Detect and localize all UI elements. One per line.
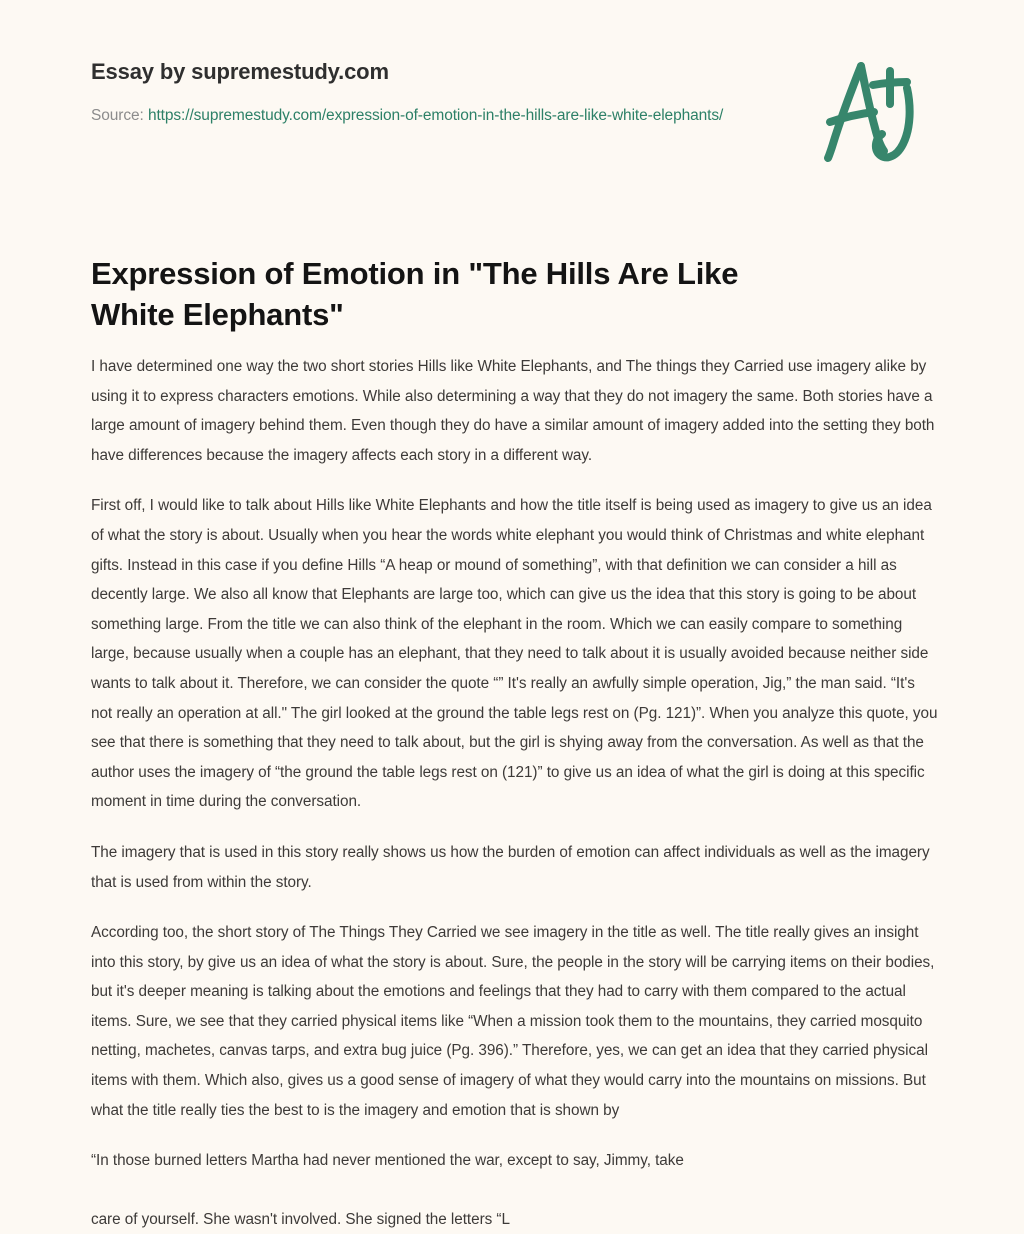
source-label: Source:	[91, 107, 148, 124]
a-plus-logo-svg	[812, 52, 922, 167]
essay-attribution: Essay by supremestudy.com	[91, 59, 389, 84]
header-text-block	[91, 58, 751, 128]
a-plus-logo-icon	[812, 52, 922, 167]
paragraph: According too, the short story of The Things They Carried we see imagery in the title as well. The title really gives an insight into this story, by give us an idea of what the story is about. Sure, the people in the story will be carrying items on their bodies, but it's deeper meaning is talking about the emotions and feelings that they had to carry with them compared to the actual items. Sure, we see that they carried physical items like “When a mission took them to the mountains, they carried mosquito netting, machetes, canvas tarps, and extra bug juice (Pg. 396).” Therefore, yes, we can get an idea that they carried physical items with them. Which also, gives us a good sense of imagery of what they would carry into the mountains on missions. But what the title really ties the best to is the imagery and emotion that is shown by	[91, 924, 935, 1119]
paragraph: The imagery that is used in this story really shows us how the burden of emotion can affect individuals as well as the imagery that is used from within the story.	[91, 843, 930, 891]
source-line	[91, 103, 751, 128]
essay-body	[91, 352, 939, 1234]
quote-fragment-continued: care of yourself. She wasn't involved. She signed the letters “L	[91, 1210, 510, 1228]
source-url-link[interactable]: https://supremestudy.com/expression-of-emotion-in-the-hills-are-like-white-elephants/	[147, 107, 724, 124]
quote-fragment: “In those burned letters Martha had never mentioned the war, except to say, Jimmy, take	[91, 1152, 684, 1170]
page-title: Expression of Emotion in "The Hills Are Like White Elephants"	[91, 256, 739, 332]
paragraph: First off, I would like to talk about Hills like White Elephants and how the title itself is being used as imagery to give us an idea of what the story is about. Usually when you hear the words white elephant you would think of Christmas and white elephant gifts. Instead in this case if you define Hills “A heap or mound of something”, with that definition we can consider a hill as decently large. We also all know that Elephants are large too, which can give us the idea that this story is going to be about something large. From the title we can also think of the elephant in the room. Which we can easily compare to something large, because usually when a couple has an elephant, that they need to talk about it is usually avoided because neither side wants to talk about it. Therefore, we can consider the quote “” It's really an awfully simple operation, Jig,” the man said. “It's not really an operation at all." The girl looked at the ground the table legs rest on (Pg. 121)”. When you analyze this quote, you see that there is something that they need to talk about, but the girl is shying away from the conversation. As well as that the author uses the imagery of “the ground the table legs rest on (121)” to give us an idea of what the girl is doing at this specific moment in time during the conversation.	[91, 497, 938, 811]
paragraph: I have determined one way the two short stories Hills like White Elephants, and The things they Carried use imagery alike by using it to express characters emotions. While also determining a way that they do not imagery the same. Both stories have a large amount of imagery behind them. Even though they do have a similar amount of imagery added into the setting they both have differences because the imagery affects each story in a different way.	[91, 358, 935, 464]
